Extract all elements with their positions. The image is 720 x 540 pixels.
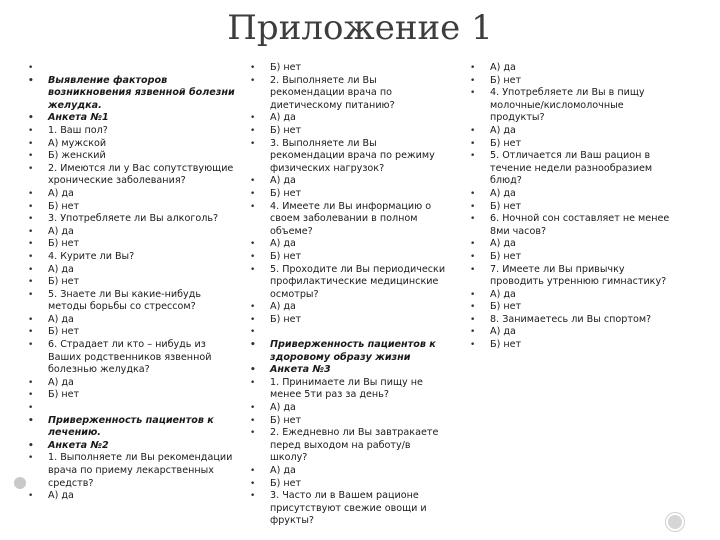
- list-item: • Б) нет: [490, 75, 680, 88]
- list-item: • 6. Ночной сон составляет не менее 8ми часов?: [490, 213, 680, 238]
- section-heading: • Анкета №1: [48, 112, 238, 125]
- list-item: • 3. Часто ли в Вашем рационе присутствуют свежие овощи и фрукты?: [270, 490, 450, 528]
- section-heading: • Анкета №3: [270, 364, 450, 377]
- list-item: • А) да: [490, 238, 680, 251]
- page-title: Приложение 1: [227, 8, 493, 48]
- list-item: [270, 326, 450, 339]
- list-item: • А) да: [270, 112, 450, 125]
- list-item: • А) да: [270, 301, 450, 314]
- list-item: • 5. Знаете ли Вы какие-нибудь методы борьбы со стрессом?: [48, 289, 238, 314]
- list-item: • 2. Ежедневно ли Вы завтракаете перед выходом на работу/в школу?: [270, 427, 450, 465]
- list-item: • 7. Имеете ли Вы привычку проводить утреннюю гимнастику?: [490, 264, 680, 289]
- list-item: • Б) нет: [490, 301, 680, 314]
- list-item: • Б) нет: [270, 478, 450, 491]
- list-item: [48, 62, 238, 75]
- list-item: • 3. Выполняете ли Вы рекомендации врача по режиму физических нагрузок?: [270, 138, 450, 176]
- list-item: • Б) нет: [270, 188, 450, 201]
- list-item: • 4. Имеете ли Вы информацию о своем заболевании в полном объеме?: [270, 201, 450, 239]
- list-item: • 2. Имеются ли у Вас сопутствующие хронические заболевания?: [48, 163, 238, 188]
- list-item: • А) да: [48, 264, 238, 277]
- list-item: • Б) нет: [48, 326, 238, 339]
- list-item: • Б) нет: [490, 339, 680, 352]
- list-item: • Б) нет: [270, 251, 450, 264]
- list-item: • 1. Выполняете ли Вы рекомендации врача по приему лекарственных средств?: [48, 452, 238, 490]
- list-item: • А) да: [270, 175, 450, 188]
- list-item: • Б) нет: [270, 62, 450, 75]
- list-item: • А) да: [490, 125, 680, 138]
- section-heading: • Выявление факторов возникновения язвенной болезни желудка.: [48, 75, 238, 113]
- list-item: • А) да: [48, 314, 238, 327]
- list-item: • А) да: [490, 326, 680, 339]
- list-item: • А) мужской: [48, 138, 238, 151]
- list-item: • 4. Употребляете ли Вы в пищу молочные/кисломолочные продукты?: [490, 87, 680, 125]
- list-item: • 5. Проходите ли Вы периодически профилактические медицинские осмотры?: [270, 264, 450, 302]
- list-item: • А) да: [270, 402, 450, 415]
- section-heading: • Приверженность пациентов к лечению.: [48, 415, 238, 440]
- list-item: • Б) нет: [490, 251, 680, 264]
- list-item: • А) да: [48, 377, 238, 390]
- section-heading: • Приверженность пациентов к здоровому образу жизни: [270, 339, 450, 364]
- list-item: • А) да: [490, 188, 680, 201]
- list-item: • Б) нет: [270, 415, 450, 428]
- list-item: • 1. Принимаете ли Вы пищу не менее 5ти раз за день?: [270, 377, 450, 402]
- list-item: • 8. Занимаетесь ли Вы спортом?: [490, 314, 680, 327]
- list-item: • 6. Страдает ли кто – нибудь из Ваших родственников язвенной болезнью желудка?: [48, 339, 238, 377]
- column-2: [270, 62, 450, 528]
- list-item: • 1. Ваш пол?: [48, 125, 238, 138]
- list-item: • Б) нет: [48, 276, 238, 289]
- list-item: • 5. Отличается ли Ваш рацион в течение недели разнообразием блюд?: [490, 150, 680, 188]
- list-item: [48, 402, 238, 415]
- list-item: • А) да: [270, 238, 450, 251]
- list-item: • Б) нет: [48, 201, 238, 214]
- list-item: • 3. Употребляете ли Вы алкоголь?: [48, 213, 238, 226]
- list-item: • Б) женский: [48, 150, 238, 163]
- list-item: • Б) нет: [270, 314, 450, 327]
- list-item: • А) да: [48, 188, 238, 201]
- list-item: • Б) нет: [48, 238, 238, 251]
- column-3: [490, 62, 680, 352]
- list-item: • А) да: [490, 62, 680, 75]
- column-1: [48, 62, 238, 503]
- list-item: • 2. Выполняете ли Вы рекомендации врача по диетическому питанию?: [270, 75, 450, 113]
- list-item: • А) да: [270, 465, 450, 478]
- list-item: • Б) нет: [48, 389, 238, 402]
- list-item: • А) да: [48, 490, 238, 503]
- list-item: • 4. Курите ли Вы?: [48, 251, 238, 264]
- list-item: • Б) нет: [270, 125, 450, 138]
- list-item: • А) да: [48, 226, 238, 239]
- section-heading: • Анкета №2: [48, 440, 238, 453]
- list-item: • А) да: [490, 289, 680, 302]
- list-item: • Б) нет: [490, 138, 680, 151]
- decorative-dot: [14, 477, 26, 489]
- list-item: • Б) нет: [490, 201, 680, 214]
- decorative-dot: [666, 513, 684, 531]
